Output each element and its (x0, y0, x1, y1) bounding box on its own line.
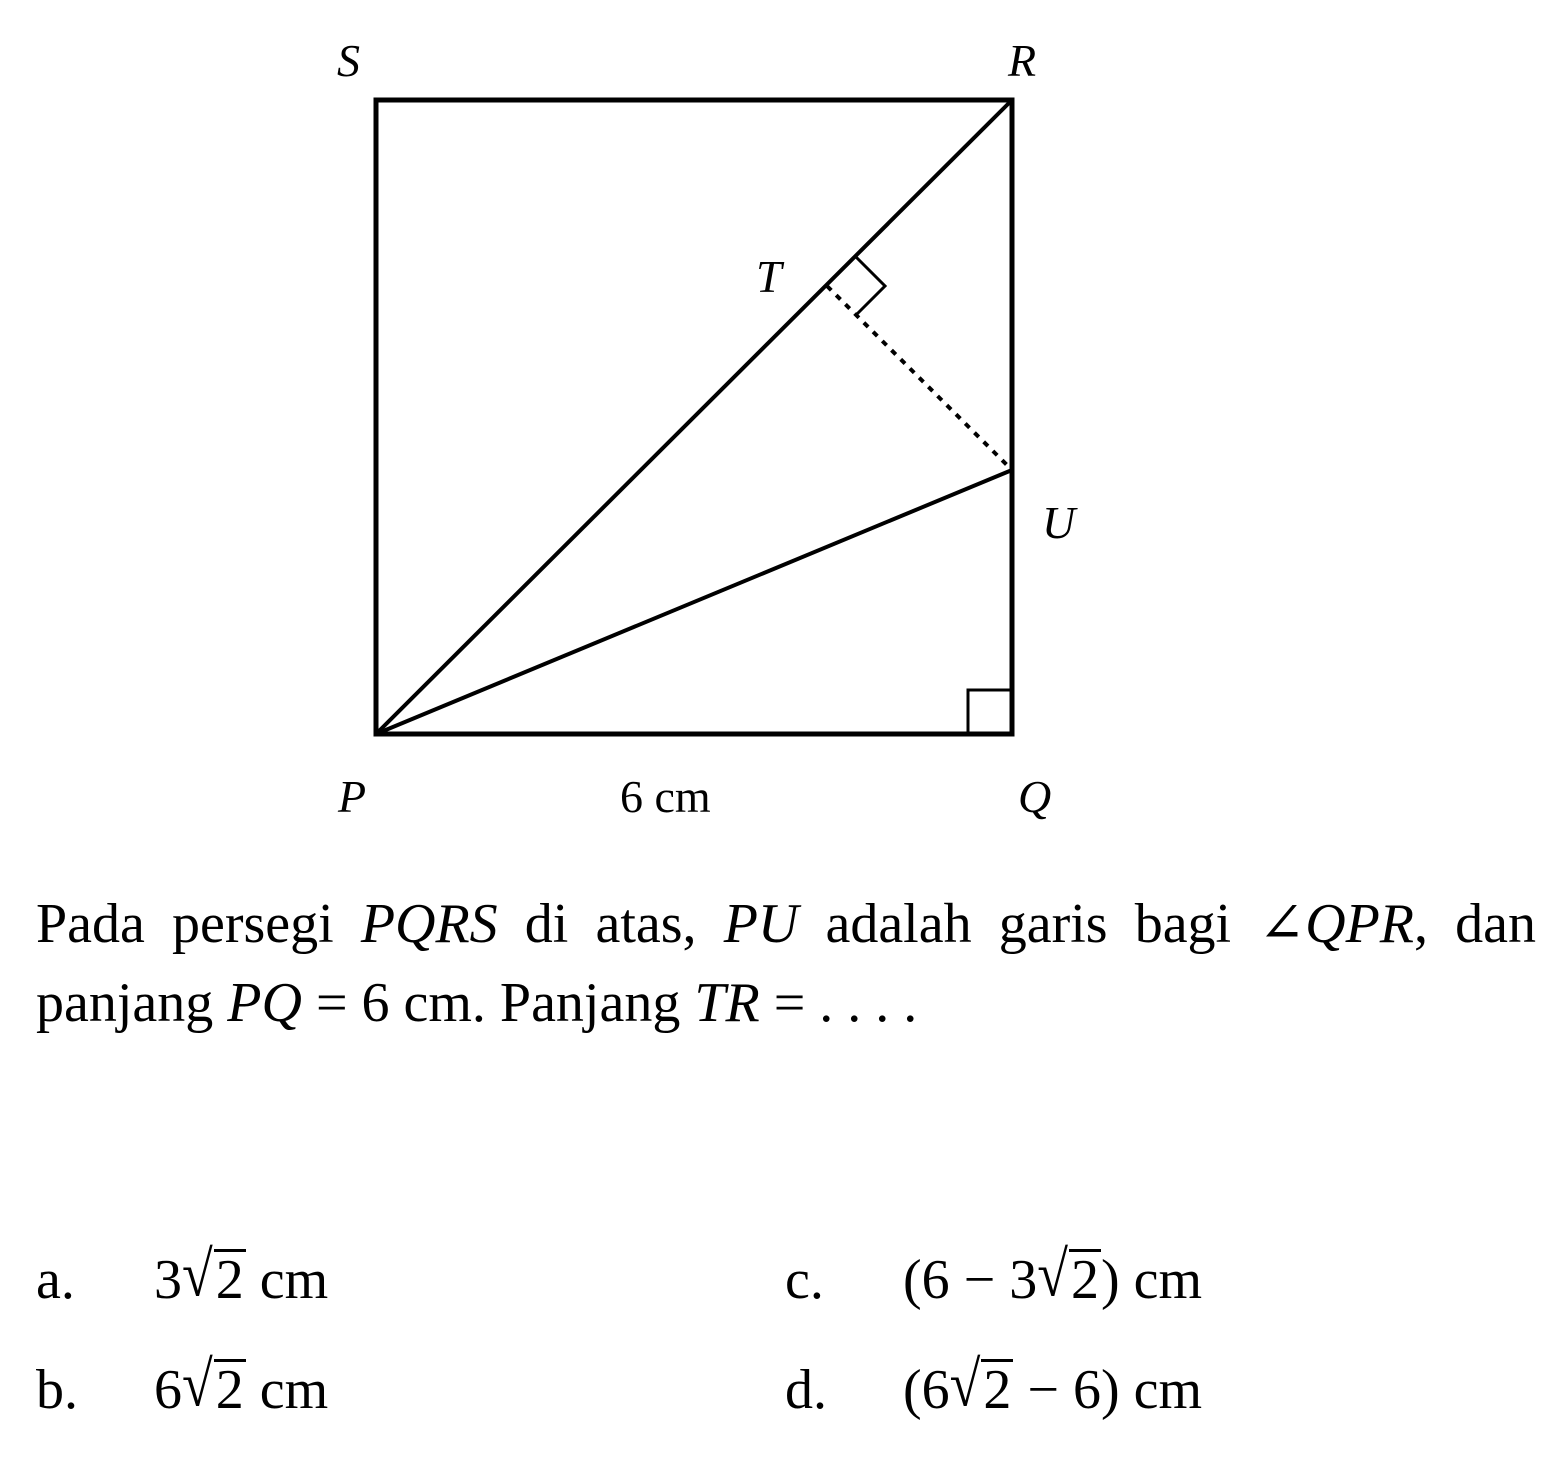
option-unit: cm (245, 1249, 329, 1311)
label-t: T (756, 251, 782, 302)
question-part: PU (723, 893, 799, 955)
radicand: 2 (215, 1359, 244, 1421)
option-coefficient: (6 − 3 (903, 1249, 1038, 1311)
sqrt-expression: √2 (949, 1349, 1012, 1421)
radicand: 2 (983, 1359, 1012, 1421)
right-angle-mark-t (856, 257, 885, 315)
option-a (36, 1239, 329, 1315)
option-unit: ) cm (1100, 1249, 1203, 1311)
option-coefficient: (6 (903, 1359, 950, 1421)
side-length-label: 6 cm (620, 771, 711, 822)
question-part: di atas, (497, 893, 724, 955)
option-letter: c. (785, 1249, 824, 1311)
label-u: U (1042, 497, 1076, 548)
option-letter: d. (785, 1359, 827, 1421)
perpendicular-tu (827, 286, 1012, 470)
bisector-pu (376, 470, 1012, 734)
option-letter: b. (36, 1359, 78, 1421)
label-s: S (337, 35, 360, 86)
question-part: PQRS (360, 893, 498, 955)
label-r: R (1008, 35, 1037, 86)
option-unit: − 6) cm (1013, 1359, 1203, 1421)
diagonal-pr (376, 100, 1012, 734)
question-part: Pada persegi (36, 893, 361, 955)
radicand: 2 (215, 1249, 244, 1311)
option-d (785, 1349, 1203, 1425)
option-c (785, 1239, 1203, 1315)
sqrt-expression: √2 (182, 1239, 244, 1311)
right-angle-mark-q (968, 690, 1012, 734)
label-p: P (338, 771, 367, 822)
option-coefficient: 6 (154, 1359, 182, 1421)
question-part: = . . . . (759, 972, 918, 1034)
question-part: TR (694, 972, 760, 1034)
question-part: adalah garis bagi ∠ (798, 893, 1306, 955)
question-part: QPR (1305, 893, 1415, 955)
question-text (36, 885, 1536, 1043)
question-part: PQ (227, 972, 302, 1034)
sqrt-expression: √2 (182, 1349, 244, 1421)
option-unit: cm (245, 1359, 329, 1421)
label-q: Q (1018, 771, 1052, 822)
option-letter: a. (36, 1249, 75, 1311)
option-coefficient: 3 (154, 1249, 182, 1311)
question-part: = 6 cm. Panjang (301, 972, 695, 1034)
radicand: 2 (1070, 1249, 1099, 1311)
option-b (36, 1349, 329, 1425)
question-part: , dan panjang (36, 893, 1536, 1034)
sqrt-expression: √2 (1037, 1239, 1099, 1311)
